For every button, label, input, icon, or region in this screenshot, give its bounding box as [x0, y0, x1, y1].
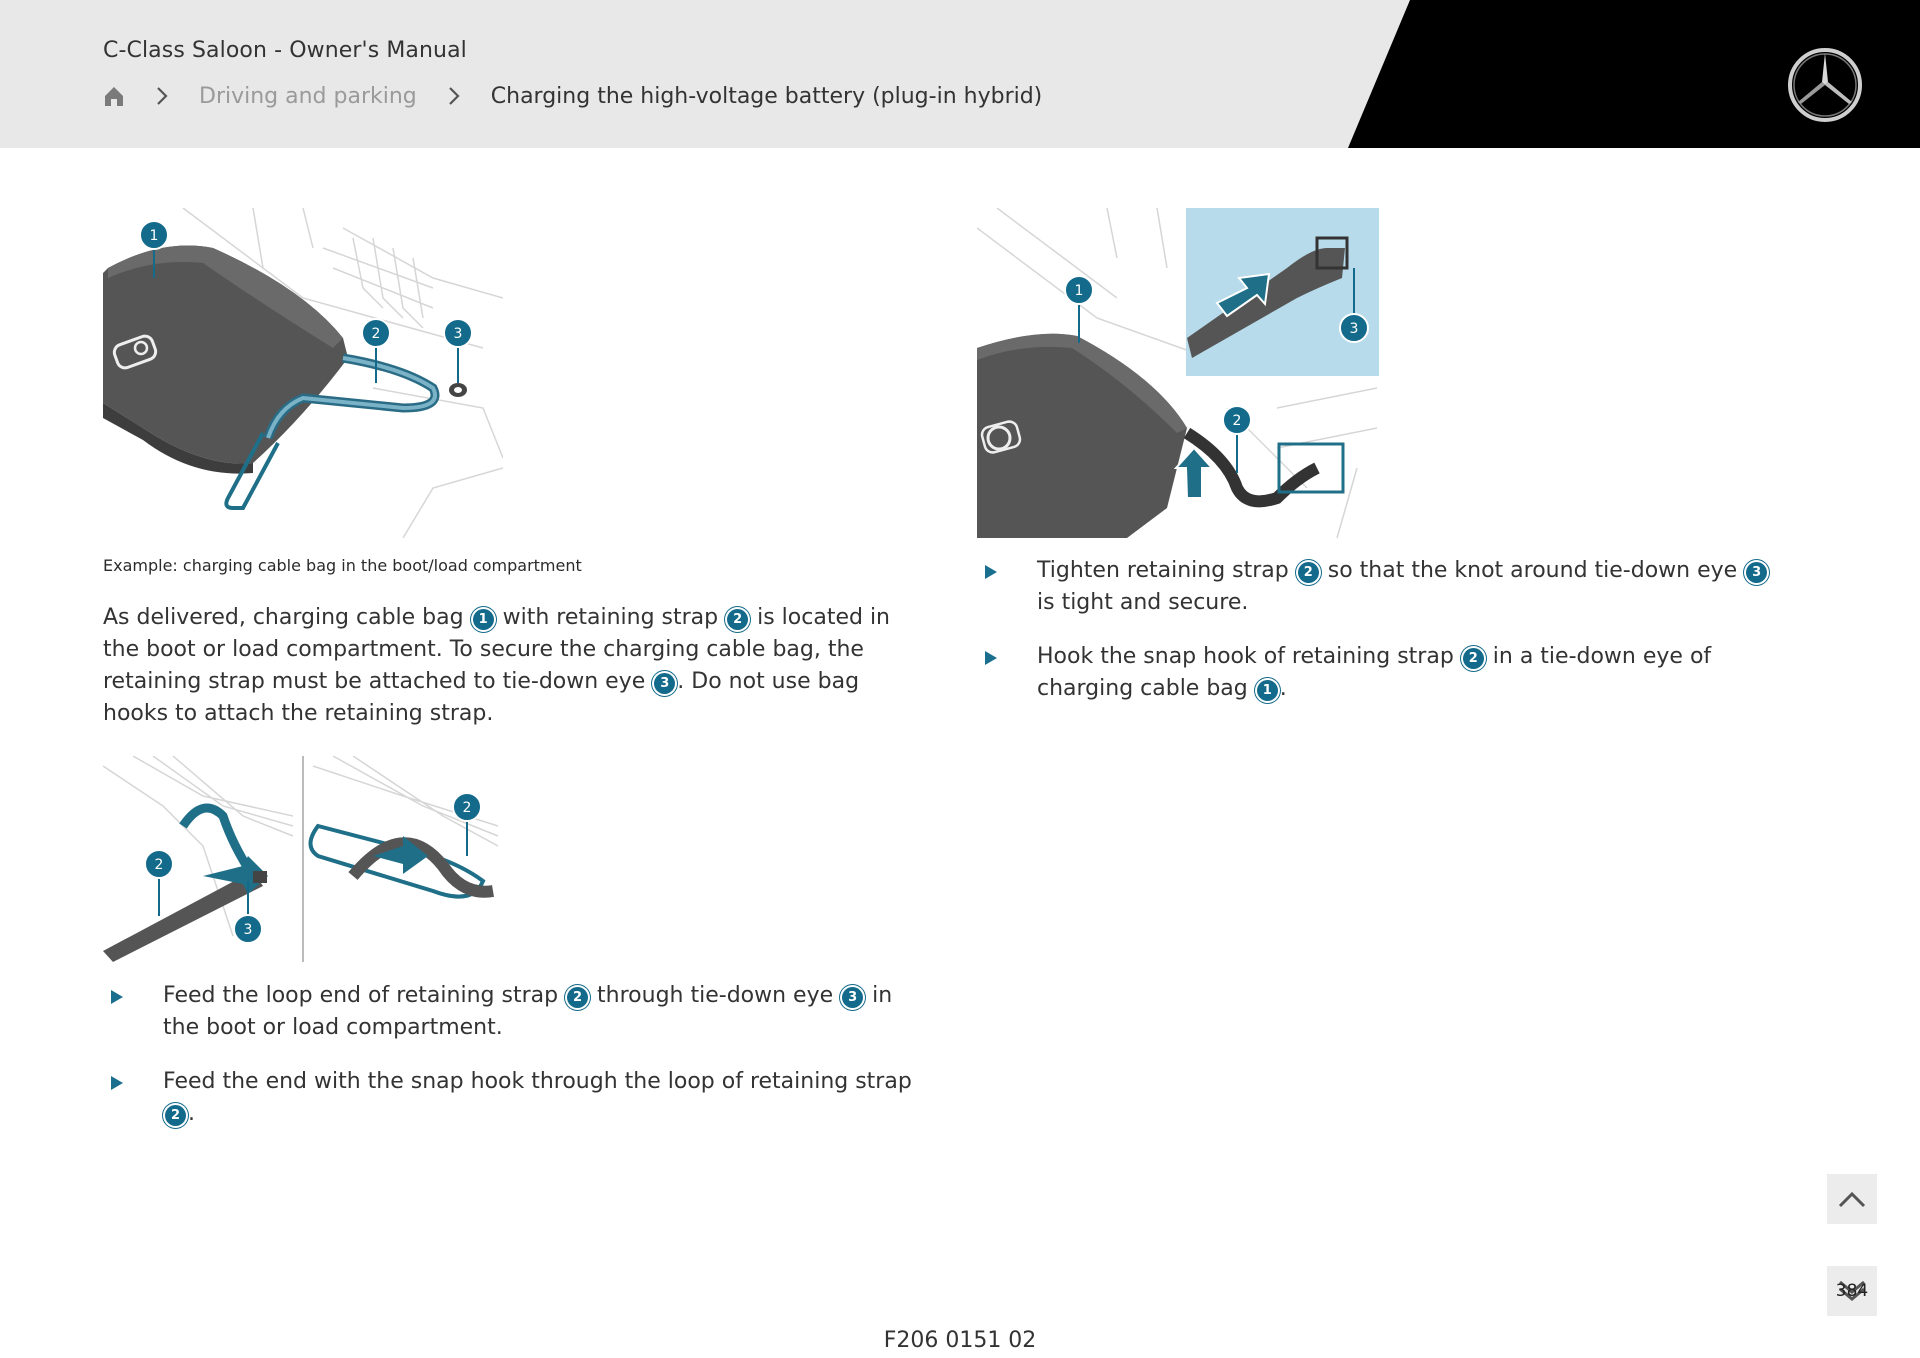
manual-title: C-Class Saloon - Owner's Manual [103, 38, 467, 63]
callout-number: 3 [1746, 562, 1767, 583]
callout-number: 3 [654, 673, 675, 694]
callout-number: 2 [727, 609, 748, 630]
list-item: Hook the snap hook of retaining strap 2 in a tie-down eye of charging cable bag 1 . [977, 641, 1777, 705]
svg-text:3: 3 [453, 326, 463, 342]
callout-number: 2 [1298, 562, 1319, 583]
play-arrow-icon [111, 990, 123, 1004]
figure-caption: Example: charging cable bag in the boot/load compartment [103, 556, 582, 575]
callout-number: 1 [473, 609, 494, 630]
list-item: Feed the end with the snap hook through the loop of retaining strap 2 . [103, 1066, 923, 1130]
svg-text:2: 2 [371, 326, 381, 342]
page-number: 384 [1835, 1281, 1869, 1301]
callout-number: 2 [165, 1105, 186, 1126]
play-arrow-icon [111, 1076, 123, 1090]
figure-cable-bag-boot [103, 208, 503, 538]
figure-feed-strap [103, 756, 503, 962]
scroll-up-button[interactable] [1827, 1174, 1877, 1224]
chevron-right-icon [155, 85, 169, 107]
page-header [0, 0, 1920, 148]
callout-number: 2 [1463, 648, 1484, 669]
svg-text:3: 3 [1349, 321, 1359, 337]
document-code: F206 0151 02 [883, 1328, 1037, 1353]
play-arrow-icon [985, 651, 997, 665]
intro-paragraph: As delivered, charging cable bag 1 with retaining strap 2 is located in the boot or load compartment. To secure the charging cable bag, the retaining strap must be attached to tie-down eye 3 . Do not use bag hooks to attach the retaining strap. [103, 605, 890, 726]
breadcrumb-section-link[interactable]: Driving and parking [199, 83, 417, 109]
home-icon[interactable] [103, 85, 125, 107]
callout-number: 3 [842, 987, 863, 1008]
svg-text:3: 3 [243, 922, 253, 938]
list-item: Feed the loop end of retaining strap 2 through tie-down eye 3 in the boot or load compartment. [103, 980, 923, 1044]
right-steps-list [977, 555, 1777, 727]
callout-number: 1 [1257, 680, 1278, 701]
svg-text:2: 2 [462, 800, 472, 816]
svg-text:2: 2 [1232, 413, 1242, 429]
list-item: Tighten retaining strap 2 so that the knot around tie-down eye 3 is tight and secure. [977, 555, 1777, 619]
breadcrumb [103, 80, 1042, 112]
chevron-up-icon [1837, 1189, 1867, 1209]
callout-number: 2 [567, 987, 588, 1008]
svg-text:1: 1 [149, 228, 159, 244]
left-steps-list [103, 980, 923, 1152]
three-pointed-star-logo [1786, 46, 1864, 124]
svg-text:2: 2 [154, 857, 164, 873]
scroll-down-button[interactable] [1827, 1266, 1877, 1316]
play-arrow-icon [985, 565, 997, 579]
figure-tighten-strap [977, 208, 1379, 538]
svg-text:1: 1 [1074, 283, 1084, 299]
breadcrumb-current: Charging the high-voltage battery (plug-in hybrid) [490, 83, 1043, 109]
chevron-right-icon [447, 85, 461, 107]
header-black-panel [0, 0, 1920, 148]
